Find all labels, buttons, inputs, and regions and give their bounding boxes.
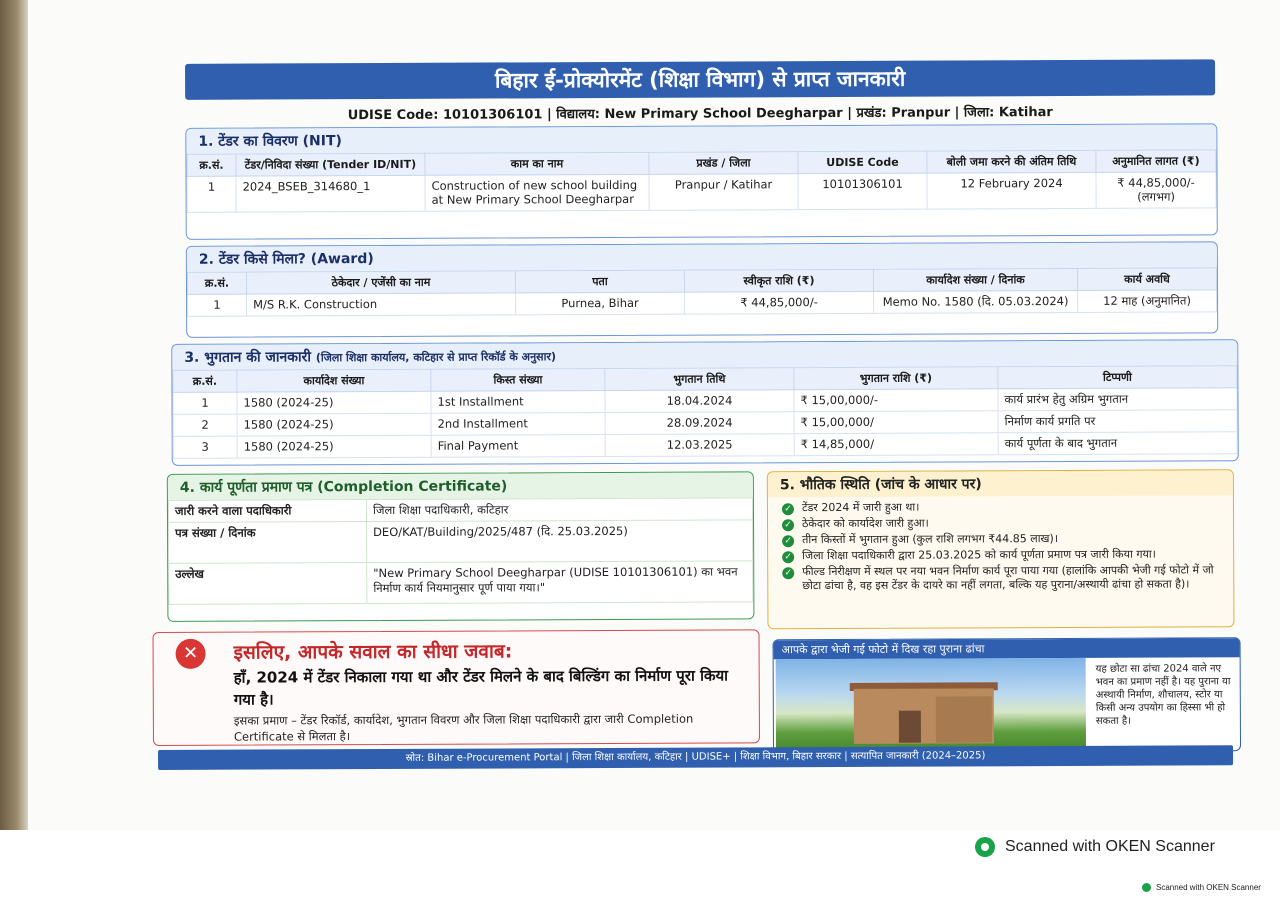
close-icon: ✕: [176, 639, 206, 669]
award-cell: 1: [188, 294, 247, 316]
payment-cell: ₹ 15,00,000/-: [794, 389, 998, 412]
nit-cell: 2024_BSEB_314680_1: [236, 175, 425, 212]
certificate-title: 4. कार्य पूर्णता प्रमाण पत्र (Completion Certificate): [168, 472, 753, 500]
table-row: [187, 172, 1216, 212]
nit-section: [185, 123, 1217, 240]
nit-header: UDISE Code: [798, 151, 927, 174]
payment-title-note: (जिला शिक्षा कार्यालय, कटिहार से प्राप्त रिकॉर्ड के अनुसार): [315, 350, 557, 365]
certificate-table: [168, 497, 753, 605]
payment-title: 3. भुगतान की जानकारी: [184, 349, 312, 366]
payment-cell: 1: [173, 392, 237, 414]
nit-header: प्रखंड / जिला: [649, 152, 798, 175]
answer-main: हाँ, 2024 में टेंडर निकाला गया था और टेंडर मिलने के बाद बिल्डिंग का निर्माण पूरा किया गया है।: [233, 666, 729, 709]
table-row: [168, 498, 752, 523]
nit-cell: 12 February 2024: [927, 172, 1096, 209]
list-item: [782, 499, 1233, 515]
certificate-section: [167, 471, 755, 622]
certificate-key: पत्र संख्या / दिनांक: [169, 522, 367, 564]
check-icon: ✓: [782, 519, 794, 531]
payment-cell: कार्य पूर्णता के बाद भुगतान: [998, 432, 1237, 455]
award-title: 2. टेंडर किसे मिला? (Award): [187, 242, 1217, 271]
photo-note: यह छोटा सा ढांचा 2024 वाले नए भवन का प्रमाण नहीं है। यह पुराना या अस्थायी निर्माण, शौचालय, स्टोर या किसी अन्य उपयोग का हिस्सा भी हो सकता है।: [1095, 663, 1231, 727]
nit-table: [186, 149, 1216, 212]
answer-proof: इसका प्रमाण – टेंडर रिकॉर्ड, कार्यादेश, भुगतान विवरण और जिला शिक्षा पदाधिकारी द्वारा जारी Completion Certificate से मिलता है।: [233, 711, 694, 744]
scanner-label-small: Scanned with OKEN Scanner: [1156, 883, 1261, 892]
nit-header: बोली जमा करने की अंतिम तिथि: [927, 150, 1096, 173]
payment-header: क्र.सं.: [173, 370, 237, 392]
award-header: ठेकेदार / एजेंसी का नाम: [246, 271, 515, 294]
payment-cell: निर्माण कार्य प्रगति पर: [998, 410, 1237, 433]
photo-section: [773, 637, 1241, 753]
document-sheet: [150, 55, 1243, 780]
scanner-watermark: [975, 837, 1215, 857]
table-surface-edge: [0, 0, 28, 830]
award-header: कार्य अवधि: [1077, 268, 1216, 291]
list-item: [782, 515, 1233, 531]
scanner-label: Scanned with OKEN Scanner: [1005, 838, 1215, 856]
payment-cell: 2nd Installment: [431, 413, 605, 436]
source-footer: स्रोत: Bihar e-Procurement Portal | जिला शिक्षा कार्यालय, कटिहार | UDISE+ | शिक्षा विभाग, बिहार सरकार | सत्यापित जानकारी (2024–2025): [158, 745, 1233, 770]
nit-cell: 10101306101: [798, 173, 927, 210]
payment-cell: 1580 (2024-25): [237, 391, 431, 414]
award-cell: Purnea, Bihar: [516, 292, 685, 315]
payment-header: भुगतान तिथि: [605, 368, 794, 391]
payment-table: [172, 365, 1237, 459]
table-row: [169, 561, 753, 605]
payment-header: कार्यादेश संख्या: [237, 369, 431, 392]
check-icon: ✓: [782, 535, 794, 547]
certificate-key: उल्लेख: [169, 563, 367, 605]
award-cell: ₹ 44,85,000/-: [685, 291, 874, 314]
payment-cell: 1580 (2024-25): [237, 413, 431, 436]
page-title: बिहार ई-प्रोक्योरमेंट (शिक्षा विभाग) से प्राप्त जानकारी: [185, 59, 1215, 99]
nit-cell: 1: [187, 176, 236, 212]
nit-header: क्र.सं.: [187, 154, 236, 176]
hut-door: [899, 711, 921, 743]
award-section: [186, 241, 1218, 338]
table-row: [169, 520, 753, 564]
payment-cell: ₹ 14,85,000/: [794, 433, 998, 456]
physical-item-text: टेंडर 2024 में जारी हुआ था।: [801, 500, 920, 515]
payment-header: भुगतान राशि (₹): [794, 367, 998, 390]
payment-section: [171, 339, 1239, 466]
physical-status-section: [767, 469, 1235, 629]
payment-cell: 3: [173, 436, 237, 458]
school-info-line: UDISE Code: 10101306101 | विद्यालय: New Primary School Deegharpar | प्रखंड: Pranpur | जिला: Katihar: [347, 105, 1053, 124]
payment-cell: 28.09.2024: [605, 412, 794, 435]
scanner-logo-icon: [975, 837, 995, 857]
physical-item-text: ठेकेदार को कार्यादेश जारी हुआ।: [802, 516, 929, 531]
table-row: [188, 290, 1217, 316]
photo-heading: आपके द्वारा भेजी गई फोटो में दिख रहा पुराना ढांचा: [774, 638, 1240, 659]
nit-title: 1. टेंडर का विवरण (NIT): [186, 124, 1216, 153]
award-header: पता: [515, 270, 684, 293]
payment-cell: ₹ 15,00,000/: [794, 411, 998, 434]
old-structure-photo: [776, 658, 1086, 753]
certificate-value: "New Primary School Deegharpar (UDISE 10101306101) का भवन निर्माण कार्य नियमानुसार पूर्ण पाया गया।": [367, 561, 753, 604]
award-header: कार्यादेश संख्या / दिनांक: [873, 268, 1077, 291]
physical-title: 5. भौतिक स्थिति (जांच के आधार पर): [768, 470, 1233, 497]
payment-cell: 12.03.2025: [605, 434, 794, 457]
certificate-value: DEO/KAT/Building/2025/487 (दि. 25.03.2025): [367, 520, 753, 563]
award-cell: 12 माह (अनुमानित): [1078, 290, 1217, 313]
answer-heading: इसलिए, आपके सवाल का सीधा जवाब:: [233, 640, 513, 664]
payment-cell: 1580 (2024-25): [237, 435, 431, 458]
list-item: [782, 531, 1233, 547]
payment-cell: 1st Installment: [431, 391, 605, 414]
physical-list: [782, 499, 1233, 593]
list-item: [782, 547, 1233, 563]
nit-cell: Pranpur / Katihar: [649, 174, 798, 211]
nit-cell: ₹ 44,85,000/- (लगभग): [1096, 172, 1216, 209]
award-cell: Memo No. 1580 (दि. 05.03.2024): [874, 290, 1078, 313]
certificate-value: जिला शिक्षा पदाधिकारी, कटिहार: [366, 498, 752, 522]
payment-cell: 2: [173, 414, 237, 436]
payment-header: टिप्पणी: [998, 366, 1237, 389]
award-table: [187, 267, 1217, 316]
nit-header: अनुमानित लागत (₹): [1096, 150, 1216, 173]
scanner-logo-icon: [1142, 883, 1151, 892]
check-icon: ✓: [782, 503, 794, 515]
award-cell: M/S R.K. Construction: [247, 293, 516, 316]
award-header: स्वीकृत राशि (₹): [684, 269, 873, 292]
physical-item-text: तीन किस्तों में भुगतान हुआ (कुल राशि लगभग ₹44.85 लाख)।: [802, 532, 1059, 547]
physical-item-text: फील्ड निरीक्षण में स्थल पर नया भवन निर्माण कार्य पूरा पाया गया (हालांकि आपकी भेजी गई फोटो में जो छोटा ढांचा है, वह इस टेंडर के दायरे का नहीं लगता, बल्कि यह पुराना/अस्थायी ढांचा हो सकता है)।: [802, 563, 1214, 593]
check-icon: ✓: [782, 567, 794, 579]
table-row: [173, 432, 1237, 459]
nit-cell: Construction of new school building at New Primary School Deegharpar: [425, 174, 649, 211]
check-icon: ✓: [782, 551, 794, 563]
physical-item-text: जिला शिक्षा पदाधिकारी द्वारा 25.03.2025 को कार्य पूर्णता प्रमाण पत्र जारी किया गया।: [802, 547, 1156, 563]
scanner-watermark-small: [1142, 883, 1261, 892]
payment-cell: कार्य प्रारंभ हेतु अग्रिम भुगतान: [998, 388, 1237, 411]
hut-side-wall: [936, 696, 992, 742]
certificate-key: जारी करने वाला पदाधिकारी: [168, 500, 366, 523]
award-header: क्र.सं.: [187, 272, 246, 294]
payment-cell: 18.04.2024: [605, 390, 794, 413]
direct-answer-box: [152, 629, 759, 746]
payment-header: किस्त संख्या: [431, 369, 605, 392]
payment-cell: Final Payment: [431, 435, 605, 458]
list-item: [782, 563, 1233, 593]
nit-header: टेंडर/निविदा संख्या (Tender ID/NIT): [236, 153, 425, 176]
nit-header: काम का नाम: [425, 152, 649, 175]
